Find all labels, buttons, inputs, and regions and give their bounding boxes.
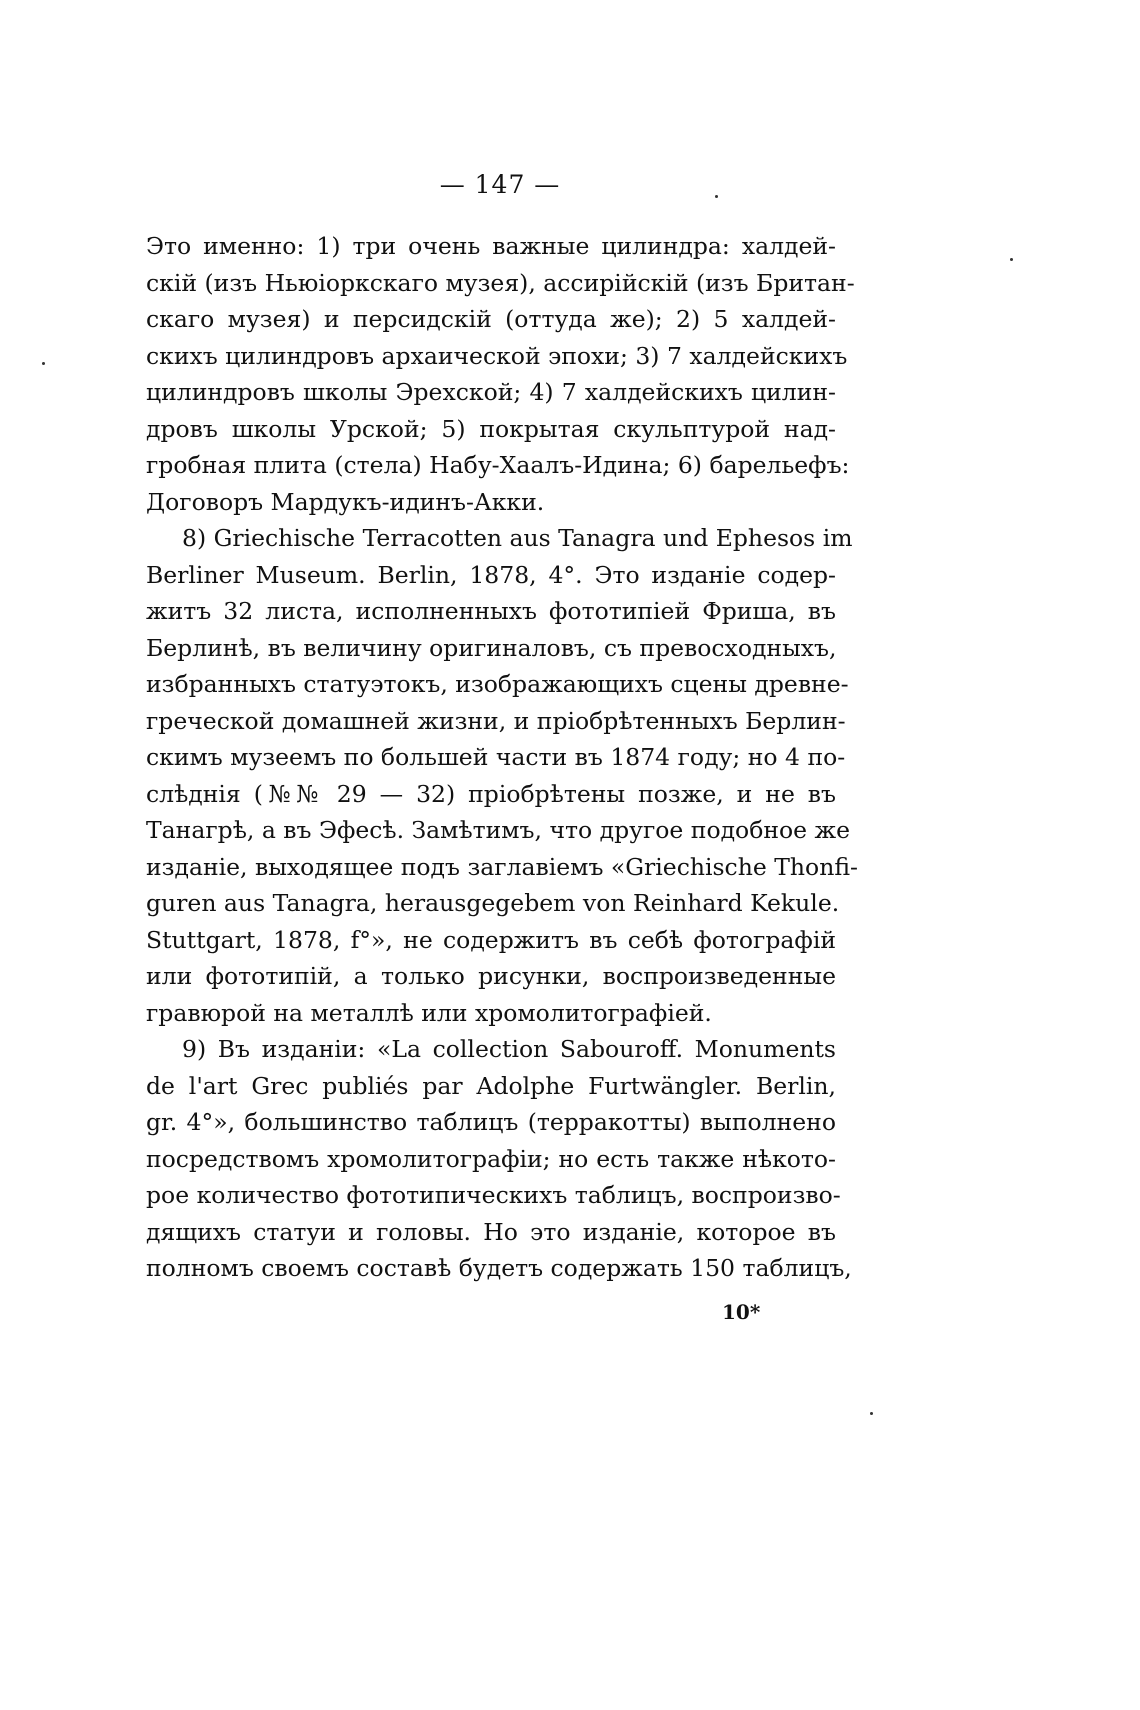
text-line: Stuttgart, 1878, f°», не содержитъ въ себѣ фотографій	[146, 925, 836, 954]
text-line: скимъ музеемъ по большей части въ 1874 году; но 4 по-	[146, 743, 846, 771]
text-line: рое количество фототипическихъ таблицъ, воспроизво-	[146, 1181, 841, 1209]
text-line: слѣднія (№№ 29 — 32) пріобрѣтены позже, и не въ	[146, 779, 836, 808]
text-line: дящихъ статуи и головы. Но это изданіе, которое въ	[146, 1217, 836, 1246]
text-line: gr. 4°», большинство таблицъ (терракотты) выполнено	[146, 1108, 836, 1136]
text-line: Берлинѣ, въ величину оригиналовъ, съ превосходныхъ,	[146, 633, 837, 662]
page-number: — 147 —	[439, 170, 561, 199]
text-line: скаго музея) и персидскій (оттуда же); 2) 5 халдей-	[146, 305, 836, 333]
text-line: или фототипій, а только рисунки, воспроизведенные	[146, 962, 836, 990]
text-line: гравюрой на металлѣ или хромолитографіей.	[146, 998, 712, 1027]
text-line: изданіе, выходящее подъ заглавіемъ «Griechische Thonfi-	[146, 852, 858, 881]
text-line: полномъ своемъ составѣ будетъ содержать 150 таблицъ,	[146, 1254, 852, 1282]
text-line: греческой домашней жизни, и пріобрѣтенныхъ Берлин-	[146, 706, 846, 735]
text-line: цилиндровъ школы Эрехской; 4) 7 халдейскихъ цилин-	[146, 378, 836, 406]
speck-mark	[42, 362, 45, 365]
printer-signature: 10*	[722, 1300, 761, 1324]
speck-mark	[1010, 258, 1013, 261]
text-line: скій (изъ Ньюіоркскаго музея), ассирійскій (изъ Британ-	[146, 268, 855, 297]
text-line: Танагрѣ, а въ Эфесѣ. Замѣтимъ, что другое подобное же	[146, 816, 851, 844]
text-line: житъ 32 листа, исполненныхъ фототипіей Фриша, въ	[146, 597, 836, 625]
text-line: Это именно: 1) три очень важные цилиндра: халдей-	[146, 232, 836, 260]
text-line: 9) Въ изданіи: «La collection Sabouroff. Monuments	[182, 1035, 836, 1063]
text-line: посредствомъ хромолитографіи; но есть также нѣкото-	[146, 1144, 836, 1173]
speck-mark	[715, 195, 718, 198]
text-line: Договоръ Мардукъ-идинъ-Акки.	[146, 487, 545, 516]
text-line: guren aus Tanagra, herausgegebem von Reinhard Kekule.	[146, 889, 840, 917]
speck-mark	[870, 1412, 873, 1415]
body-text	[146, 228, 858, 1287]
text-line: 8) Griechische Terracotten aus Tanagra und Ephesos im	[182, 524, 853, 552]
text-line: дровъ школы Урской; 5) покрытая скульптурой над-	[146, 414, 836, 443]
text-line: избранныхъ статуэтокъ, изображающихъ сцены древне-	[146, 670, 849, 698]
text-line: гробная плита (стела) Набу-Хаалъ-Идина; 6) барельефъ:	[146, 451, 850, 479]
text-line: скихъ цилиндровъ архаической эпохи; 3) 7 халдейскихъ	[146, 341, 848, 370]
text-line: Berliner Museum. Berlin, 1878, 4°. Это изданіе содер-	[146, 560, 836, 589]
text-line: de l'art Grec publiés par Adolphe Furtwängler. Berlin,	[146, 1071, 836, 1100]
